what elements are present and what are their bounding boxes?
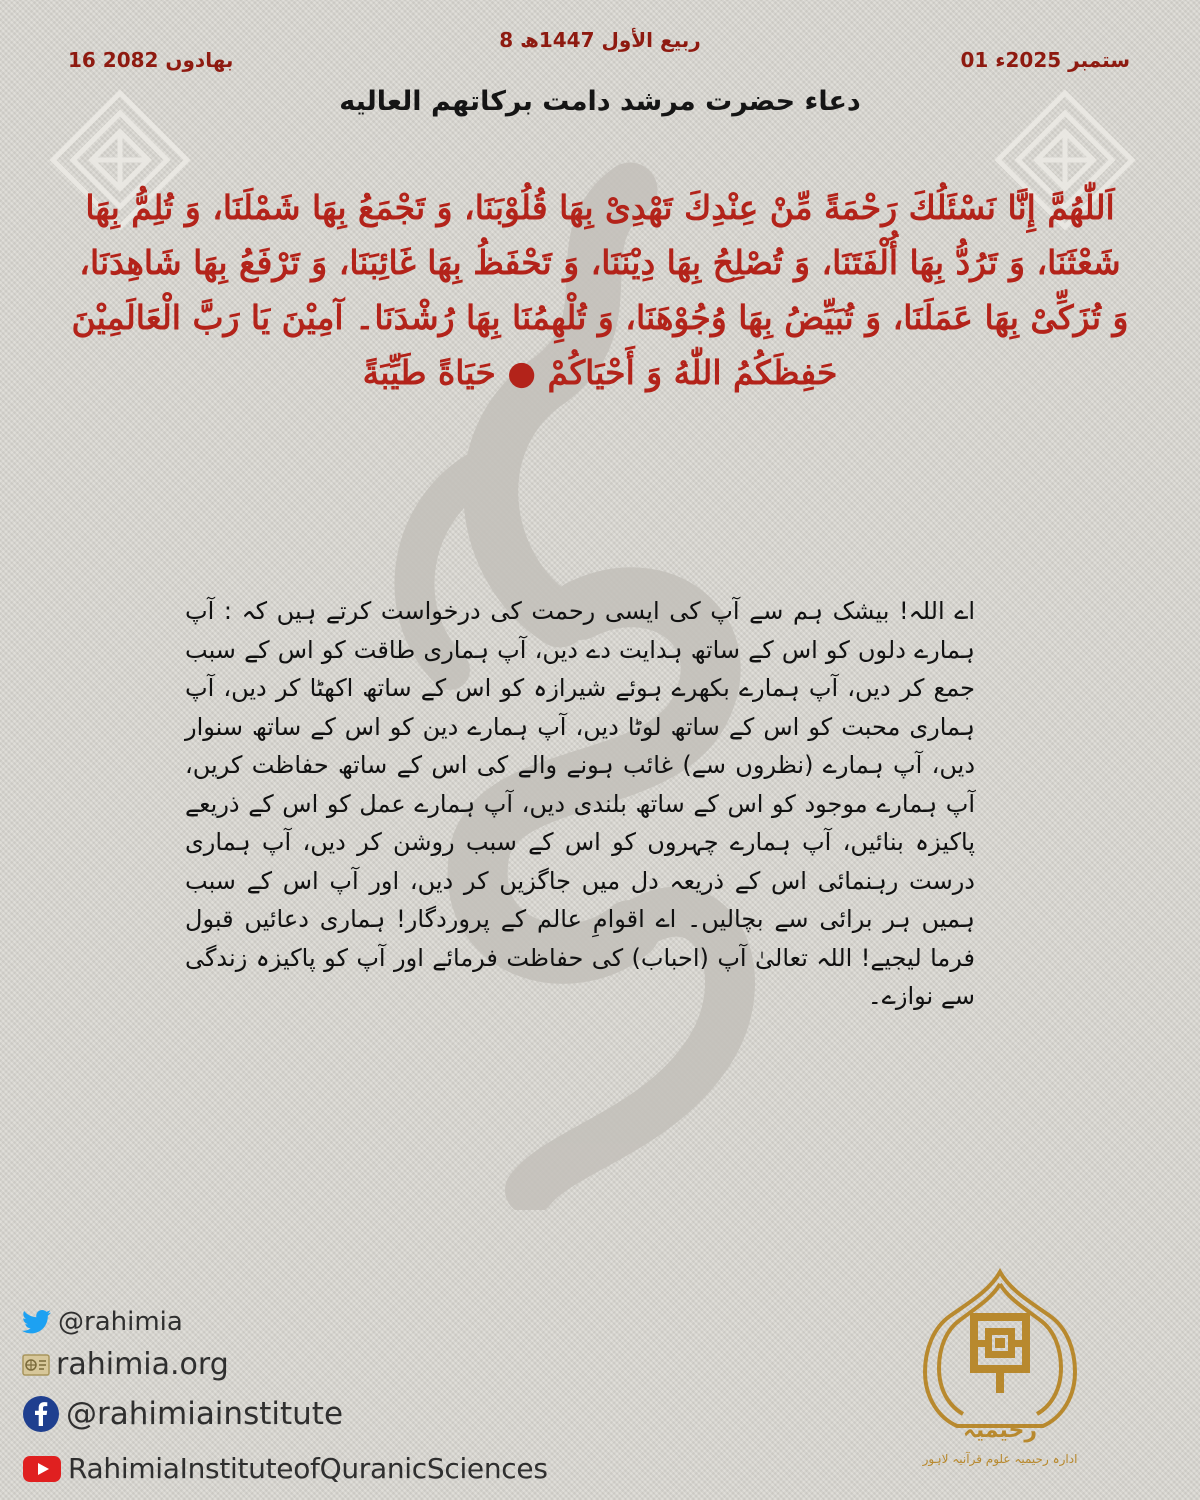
twitter-bird-icon (22, 1309, 52, 1335)
facebook-link[interactable] (22, 1395, 343, 1433)
hijri-date: 8 ربیع الأول 1447ھ (499, 28, 701, 52)
youtube-icon (22, 1455, 62, 1483)
globe-icon (22, 1354, 50, 1376)
youtube-channel: RahimiaInstituteofQuranicSciences (68, 1452, 548, 1485)
website-url: rahimia.org (56, 1347, 229, 1382)
twitter-link[interactable] (22, 1307, 183, 1337)
logo-subtitle: ادارہ رحیمیہ علوم قرآنیہ لاہور (922, 1452, 1078, 1466)
youtube-link[interactable] (22, 1452, 548, 1485)
arabic-dua-text: اَللّٰهُمَّ إِنَّا نَسْئَلُكَ رَحْمَةً مِّنْ عِنْدِكَ تَهْدِیْ بِهَا قُلُوْبَنَا، وَ تَجْمَعُ بِهَا شَمْلَنَا، وَ تُلِمُّ بِهَا شَعْثَنَا، وَ تَرُدُّ بِهَا أُلْفَتَنَا، وَ تُصْلِحُ بِهَا دِیْنَنَا، وَ تَحْفَظُ بِهَا غَائِبَنَا، وَ تَرْفَعُ بِهَا شَاهِدَنَا، وَ تُزَكِّیْ بِهَا عَمَلَنَا، وَ تُبَیِّضُ بِهَا وُجُوْهَنَا، وَ تُلْهِمُنَا بِهَا رُشْدَنَا۔ آمِیْنَ یَا رَبَّ الْعَالَمِیْنَ حَفِظَكُمُ اللّٰهُ وَ أَحْیَاكُمْ ● حَیَاةً طَیِّبَةً (71, 188, 1129, 392)
website-link[interactable] (22, 1347, 229, 1382)
twitter-handle: @rahimia (58, 1307, 183, 1337)
logo-name: رحیمیہ (962, 1418, 1038, 1443)
urdu-translation-text: اے اللہ! بیشک ہم سے آپ کی ایسی رحمت کی درخواست کرتے ہیں کہ : آپ ہمارے دلوں کو اس کے ساتھ ہدایت دے دیں، آپ ہماری طاقت کو اس کے سبب جمع کر دیں، آپ ہمارے بکھرے ہوئے شیرازہ کو اس کے ساتھ اکھٹا کر دیں، آپ ہماری محبت کو اس کے ساتھ لوٹا دیں، آپ ہمارے دین کو اس کے ساتھ سنوار دیں، آپ ہمارے (نظروں سے) غائب ہونے والے کی اس کے ساتھ حفاظت کریں، آپ ہمارے موجود کو اس کے ساتھ بلندی دیں، آپ ہمارے عمل کو اس کے ذریعے پاکیزہ بنائیں، آپ ہمارے چہروں کو اس کے سبب روشن کر دیں، آپ ہماری درست رہنمائی اس کے ذریعہ دل میں جاگزیں کر دیں، اور آپ اس کے سبب ہمیں ہر برائی سے بچالیں۔ اے اقوامِ عالم کے پروردگار! ہماری دعائیں قبول فرما لیجیے! اللہ تعالیٰ آپ (احباب) کی حفاظت فرمائے اور آپ کو پاکیزہ زندگی سے نوازے۔ (185, 597, 975, 1010)
gregorian-date: 01 ستمبر 2025ء (960, 48, 1130, 72)
page-title: دعاء حضرت مرشد دامت برکاتھم العالیه (339, 86, 861, 117)
bikrami-date: 16 بھادوں 2082 (68, 48, 234, 72)
facebook-icon (22, 1395, 60, 1433)
facebook-handle: @rahimiainstitute (66, 1396, 344, 1432)
